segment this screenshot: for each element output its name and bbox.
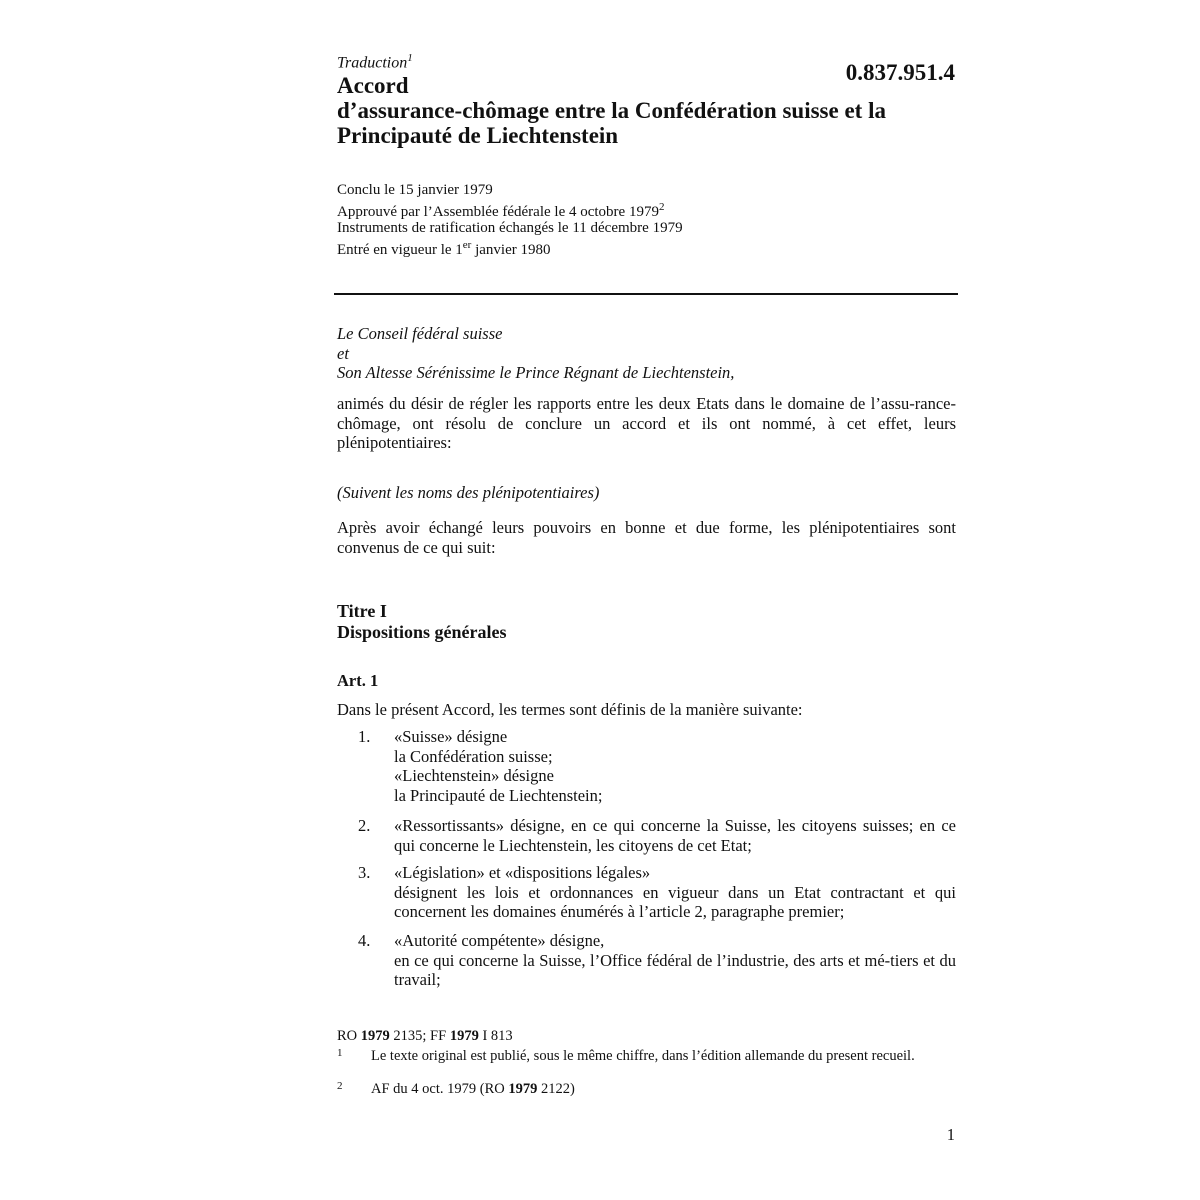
- meta-concluded: Conclu le 15 janvier 1979: [337, 182, 493, 198]
- title-line-1: Accord: [337, 73, 409, 98]
- title-line-3: Principauté de Liechtenstein: [337, 123, 619, 148]
- list-text: [394, 931, 956, 990]
- footnote-number: 1: [337, 1047, 343, 1059]
- systematic-number: 0.837.951.4: [845, 60, 955, 85]
- titre-number: Titre I: [337, 601, 387, 621]
- article-intro: Dans le présent Accord, les termes sont définis de la manière suivante:: [337, 700, 803, 719]
- page-number: 1: [946, 1125, 955, 1144]
- plenipotentiaries-note: (Suivent les noms des plénipotentiaires): [337, 483, 600, 502]
- ro-label: RO: [337, 1028, 361, 1044]
- ff-page: I 813: [478, 1028, 513, 1044]
- title-heading: [337, 601, 507, 643]
- translation-text: Traduction: [337, 54, 408, 72]
- list-number: 2.: [358, 816, 371, 835]
- ro-year: 1979: [360, 1028, 390, 1044]
- definition-body: désignent les lois et ordonnances en vigueur dans un Etat contractant et qui concernent les domaines énumérés à l’article 2, paragraphe premier;: [394, 882, 956, 921]
- party-liechtenstein: Son Altesse Sérénissime le Prince Régnant de Liechtenstein,: [337, 363, 735, 382]
- ff-year: 1979: [449, 1028, 479, 1044]
- list-text: [394, 863, 956, 922]
- footnote-text-a: AF du 4 oct. 1979 (RO: [371, 1081, 509, 1097]
- document-title: [337, 73, 957, 148]
- footnote-text: [371, 1082, 937, 1097]
- ro-page: 2135; FF: [389, 1028, 450, 1044]
- list-item: [358, 931, 956, 990]
- meta-approved-text: Approuvé par l’Assemblée fédérale le 4 octobre 1979: [337, 203, 659, 220]
- meta-entry-text-b: janvier 1980: [471, 241, 551, 258]
- preamble-parties: [337, 324, 956, 383]
- footnote-ref-1[interactable]: 1: [407, 52, 413, 64]
- list-number: 1.: [358, 727, 371, 746]
- meta-entry-into-force: [337, 237, 683, 259]
- titre-name: Dispositions générales: [337, 622, 507, 642]
- footnote-text-b: 2122): [537, 1081, 575, 1097]
- party-switzerland: Le Conseil fédéral suisse: [337, 324, 503, 343]
- preamble-paragraph: animés du désir de régler les rapports entre les deux Etats dans le domaine de l’assu-rance-chômage, ont résolu de conclure un accord et ils ont nommé, à cet effet, leurs plénipotentiaires:: [337, 394, 956, 452]
- list-item: [358, 816, 956, 855]
- definition-line: la Confédération suisse;: [394, 746, 553, 766]
- conjunction: et: [337, 343, 349, 363]
- definition-line: «Liechtenstein» désigne: [394, 766, 554, 785]
- official-references: [337, 1028, 513, 1045]
- footnote: [337, 1049, 937, 1064]
- definition-term: «Législation» et «dispositions légales»: [394, 863, 651, 882]
- meta-entry-text-a: Entré en vigueur le 1: [337, 241, 463, 258]
- list-item: [358, 863, 956, 922]
- definition-line: la Principauté de Liechtenstein;: [394, 785, 603, 805]
- footnote-year: 1979: [508, 1081, 538, 1097]
- list-item: [358, 727, 956, 805]
- meta-ratification: Instruments de ratification échangés le 11 décembre 1979: [337, 220, 683, 236]
- footnote-number: 2: [337, 1080, 343, 1092]
- list-text: [394, 727, 956, 805]
- meta-entry-sup: er: [462, 238, 472, 251]
- list-number: 3.: [358, 863, 371, 882]
- footnote-ref-2[interactable]: 2: [658, 200, 665, 213]
- agreement-paragraph: Après avoir échangé leurs pouvoirs en bonne et due forme, les plénipotentiaires sont convenus de ce qui suit:: [337, 518, 956, 557]
- article-heading: Art. 1: [337, 671, 379, 690]
- translation-label: [337, 52, 413, 72]
- title-line-2: d’assurance-chômage entre la Confédération suisse et la: [337, 98, 886, 123]
- document-metadata: [337, 182, 683, 258]
- list-number: 4.: [358, 931, 371, 950]
- footnote: [337, 1082, 937, 1097]
- meta-approved: [337, 199, 683, 221]
- footnote-text: Le texte original est publié, sous le même chiffre, dans l’édition allemande du present recueil.: [371, 1048, 915, 1064]
- definition-term: «Autorité compétente» désigne,: [394, 931, 605, 950]
- horizontal-rule: [334, 293, 958, 295]
- definition-line: «Suisse» désigne: [394, 727, 508, 746]
- list-text: «Ressortissants» désigne, en ce qui concerne la Suisse, les citoyens suisses; en ce qui concerne le Liechtenstein, les citoyens de cet Etat;: [394, 816, 956, 855]
- definition-body: en ce qui concerne la Suisse, l’Office fédéral de l’industrie, des arts et mé-tiers et du travail;: [394, 950, 956, 989]
